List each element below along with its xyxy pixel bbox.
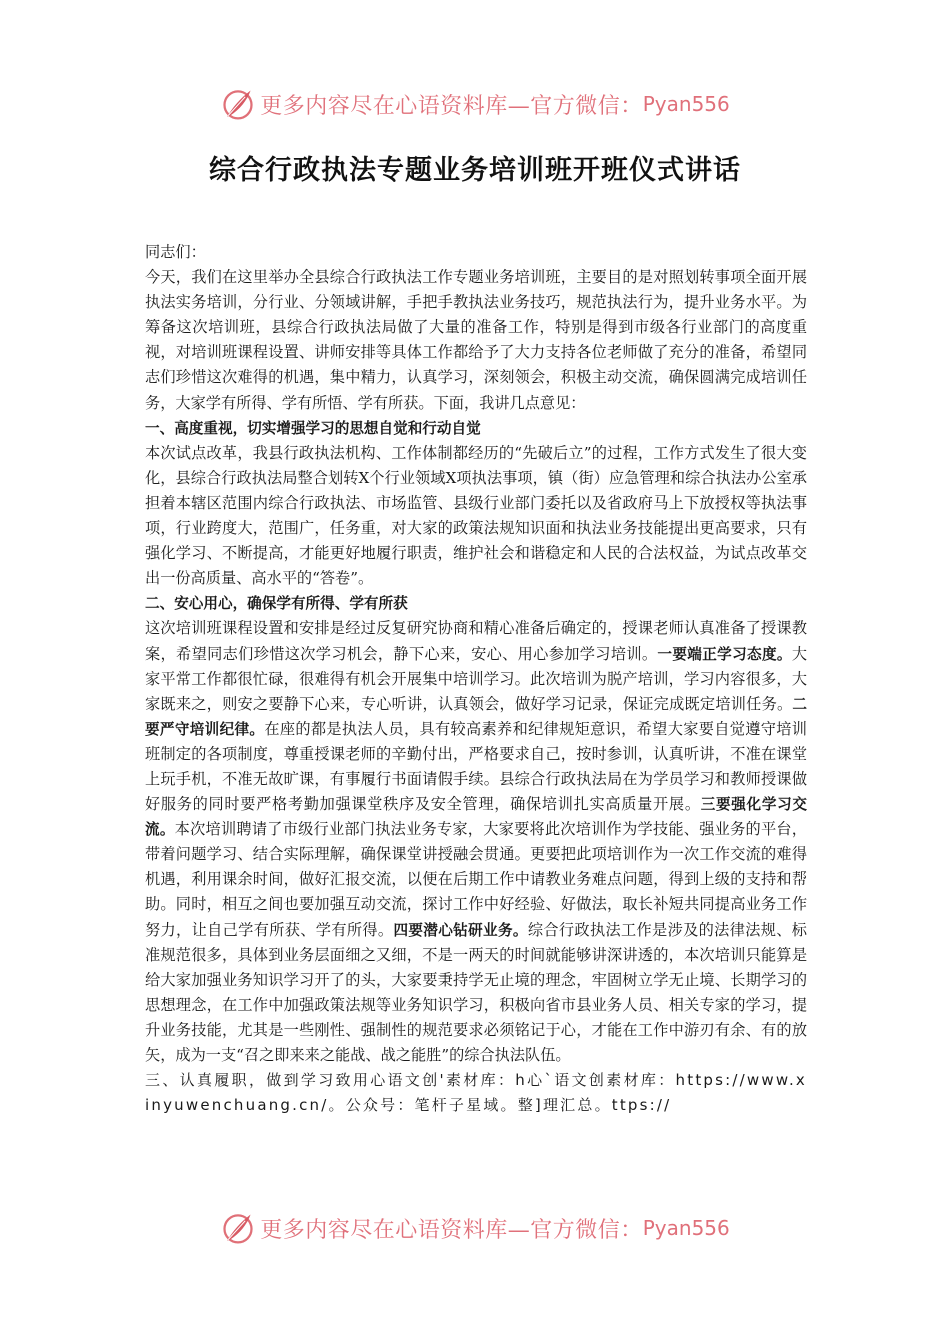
section-2-text-1: 这次培训班课程设置和安排是经过反复研究协商和精心准备后确定的，授课老师认真准备了授课教案，希望同志们珍惜这次学习机会，静下心来，安心、用心参加学习培训。 xyxy=(145,619,807,663)
section-2-paragraph xyxy=(145,616,807,1068)
bottom-watermark-banner xyxy=(0,1208,950,1248)
section-1-paragraph: 本次试点改革，我县行政执法机构、工作体制都经历的“先破后立”的过程，工作方式发生了很大变化，县综合行政执法局整合划转X个行业领域X项执法事项，镇（街）应急管理和综合执法办公室承担着本辖区范围内综合行政执法、市场监管、县级行业部门委托以及省政府马上下放授权等执法事项，行业跨度大，范围广，任务重，对大家的政策法规知识面和执法业务技能提出更高要求，只有强化学习、不断提高，才能更好地履行职责，维护社会和谐稳定和人民的合法权益，为试点改革交出一份高质量、高水平的“答卷”。 xyxy=(145,443,807,588)
banner-wechat-id: Pyan556 xyxy=(642,92,730,116)
section-3-fragment: 三、认真履职，做到学习致用心语文创'素材库：h心`语文创素材库：https://www.xinyuwenchuang.cn/。公众号：笔杆子星域。整]理汇总。ttps:// xyxy=(145,1071,807,1115)
point-4-bold: 四要潜心钻研业务。 xyxy=(393,921,528,939)
point-2-bold: 二要严守培训纪律。 xyxy=(145,695,807,738)
banner-text: 更多内容尽在心语资料库—官方微信： xyxy=(260,1217,643,1243)
salutation: 同志们： xyxy=(145,243,206,261)
document-title: 综合行政执法专题业务培训班开班仪式讲话 xyxy=(209,155,741,186)
point-1-bold: 一要端正学习态度。 xyxy=(657,645,792,663)
document-body xyxy=(145,240,807,1118)
section-2-text-5: 综合行政执法工作是涉及的法律法规、标准规范很多，具体到业务层面细之又细，不是一两天的时间就能够讲深讲透的，本次培训只能算是给大家加强业务知识学习开了的头，大家要秉持学无止境的理念，牢固树立学无止境、长期学习的思想理念，在工作中加强政策法规等业务知识学习，积极向省市县业务人员、相关专家的学习，提升业务技能，尤其是一些刚性、强制性的规范要求必须铭记于心，才能在工作中游刃有余、有的放矢，成为一支“召之即来来之能战、战之能胜”的综合执法队伍。 xyxy=(145,920,807,1064)
section-2-heading: 二、安心用心，确保学有所得、学有所获 xyxy=(145,595,408,613)
banner-wechat-id: Pyan556 xyxy=(642,1216,730,1240)
top-watermark-banner xyxy=(0,84,950,124)
section-2-text-2: 大家平常工作都很忙碌，很难得有机会开展集中培训学习。此次培训为脱产培训，学习内容很多，大家既来之，则安之要静下心来，专心听讲，认真领会，做好学习记录，保证完成既定培训任务。 xyxy=(145,644,807,713)
point-3-bold: 三要强化学习交流。 xyxy=(145,796,807,839)
section-2-text-3: 在座的都是执法人员，具有较高素养和纪律规矩意识，希望大家要自觉遵守培训班制定的各项制度，尊重授课老师的辛勤付出，严格要求自己，按时参训，认真听讲，不准在课堂上玩手机，不准无故旷课，有事履行书面请假手续。县综合行政执法局在为学员学习和教师授课做好服务的同时要严格考勤加强课堂秩序及安全管理，确保培训扎实高质量开展。 xyxy=(145,719,807,814)
section-2-text-4: 本次培训聘请了市级行业部门执法业务专家，大家要将此次培训作为学技能、强业务的平台，带着问题学习、结合实际理解，确保课堂讲授融会贯通。更要把此项培训作为一次工作交流的难得机遇，利用课余时间，做好汇报交流，以便在后期工作中请教业务难点问题，得到上级的支持和帮助。同时，相互之间也要加强互动交流，探讨工作中好经验、好做法，取长补短共同提高业务工作努力，让自己学有所获、学有所得。 xyxy=(145,820,807,939)
banner-text: 更多内容尽在心语资料库—官方微信： xyxy=(260,93,643,119)
feather-pen-logo-icon xyxy=(220,1210,256,1246)
feather-pen-logo-icon xyxy=(220,86,256,122)
section-1-heading: 一、高度重视，切实增强学习的思想自觉和行动自觉 xyxy=(145,419,481,437)
intro-paragraph: 今天，我们在这里举办全县综合行政执法工作专题业务培训班，主要目的是对照划转事项全面开展执法实务培训，分行业、分领域讲解，手把手教执法业务技巧，规范执法行为，提升业务水平。为筹备这次培训班，县综合行政执法局做了大量的准备工作，特别是得到市级各行业部门的高度重视，对培训班课程设置、讲师安排等具体工作都给予了大力支持各位老师做了充分的准备，希望同志们珍惜这次难得的机遇，集中精力，认真学习，深刻领会，积极主动交流，确保圆满完成培训任务，大家学有所得、学有所悟、学有所获。下面，我讲几点意见： xyxy=(145,268,807,412)
